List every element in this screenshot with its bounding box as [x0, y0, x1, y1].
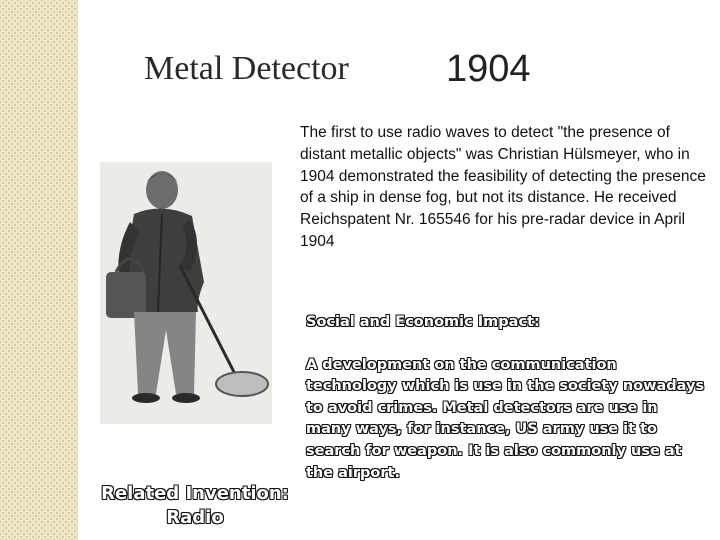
description-text: The first to use radio waves to detect "the presence of distant metallic objects" was Christian Hülsmeyer, who in 1904 demonstrated the feasibility of detecting the presence of a ship in dense fog, but not its distance. He received Reichspatent Nr. 165546 for his pre-radar device in April 1904 [300, 124, 706, 250]
slide-year: 1904 [446, 48, 531, 90]
related-invention-label: Related Invention: [101, 483, 289, 504]
decorative-side-strip [0, 0, 78, 540]
impact-section [306, 312, 706, 484]
related-invention-value: Radio [166, 507, 224, 528]
slide-title: Metal Detector [144, 50, 349, 87]
impact-heading: Social and Economic Impact: [306, 314, 540, 330]
metal-detector-photo [100, 162, 272, 424]
related-invention [98, 482, 292, 530]
impact-text: A development on the communication technology which is use in the society nowadays to avoid crimes. Metal detectors are use in many ways, for instance, US army use it to search for weapon. It is also commonly use at the airport. [306, 356, 705, 481]
